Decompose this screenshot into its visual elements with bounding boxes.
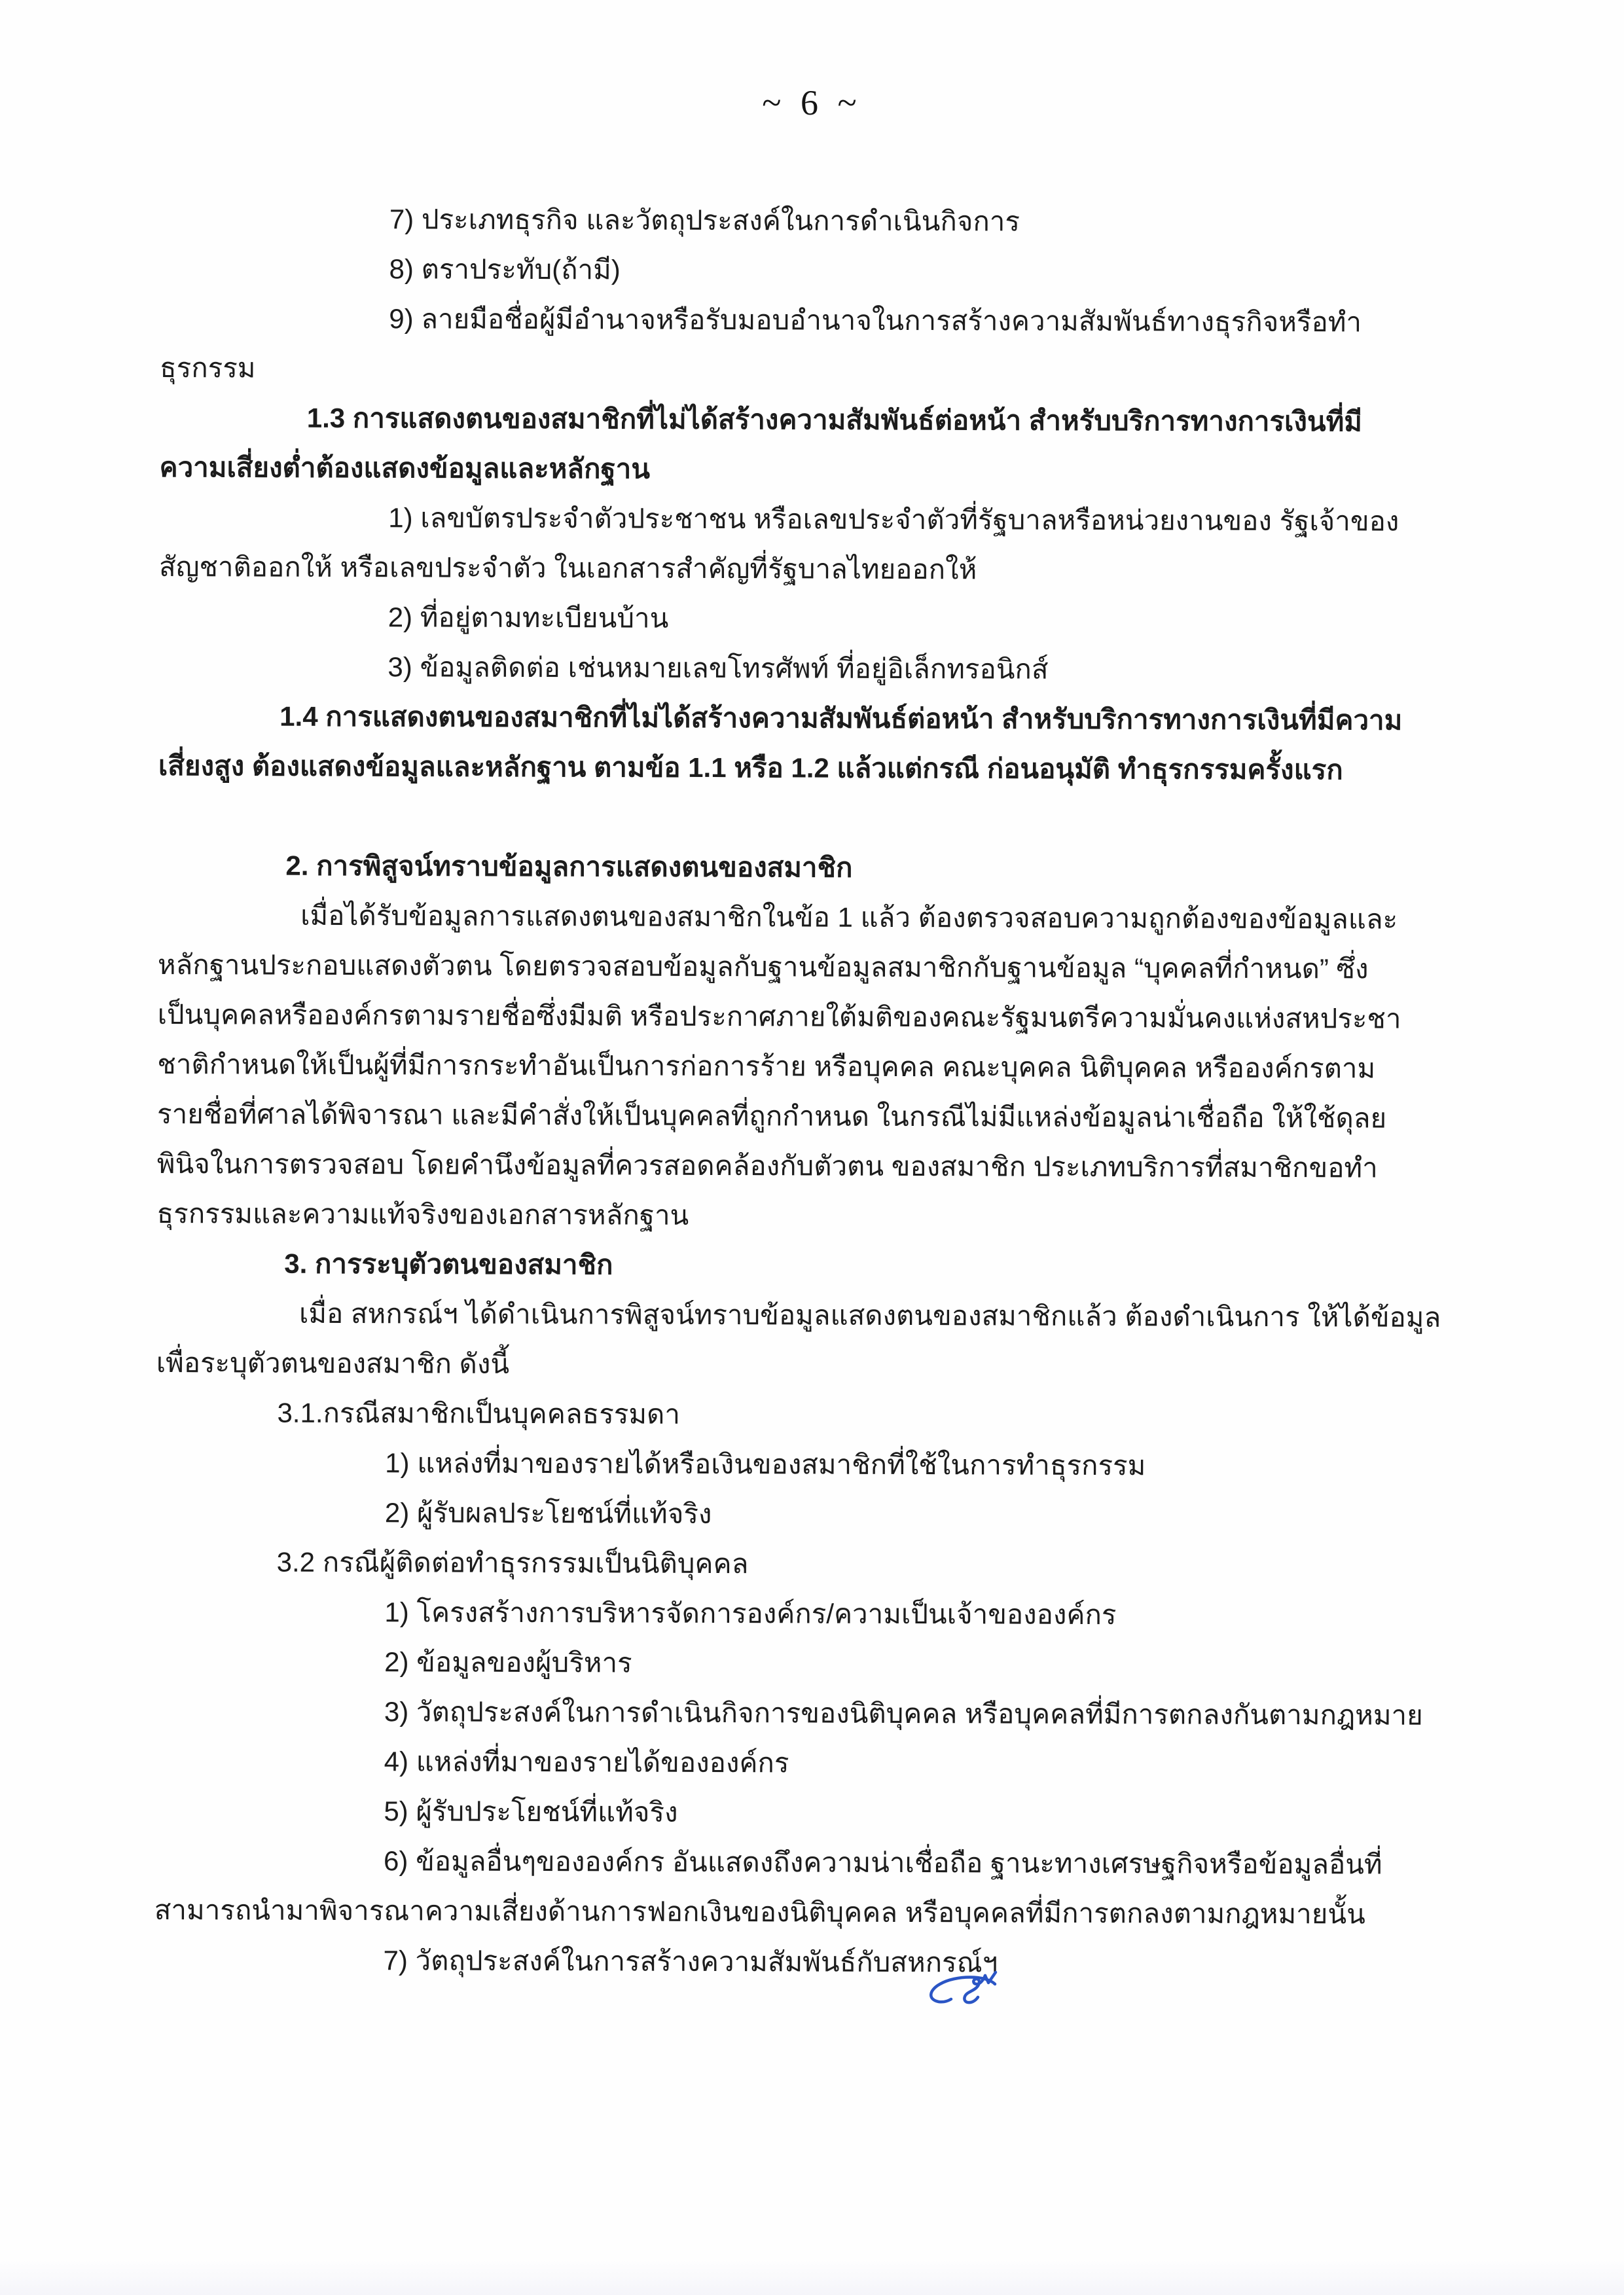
text-line: 4) แหล่งที่มาของรายได้ขององค์กร (384, 1746, 789, 1779)
text-line: 7) วัตถุประสงค์ในการสร้างความสัมพันธ์กับสหกรณ์ฯ (383, 1945, 998, 1978)
text-line: พินิจในการตรวจสอบ โดยคำนึงข้อมูลที่ควรสอดคล้องกับตัวตน ของสมาชิก ประเภทบริการที่สมาชิกขอทำ (156, 1148, 1378, 1184)
text-line: 3.1.กรณีสมาชิกเป็นบุคคลธรรมดา (277, 1397, 681, 1430)
text-line: 3) วัตถุประสงค์ในการดำเนินกิจการของนิติบุคคล หรือบุคคลที่มีการตกลงกันตามกฎหมาย (384, 1696, 1423, 1731)
text-line: 2) ผู้รับผลประโยชน์ที่แท้จริง (384, 1497, 712, 1529)
document-body (154, 194, 1467, 1989)
text-line: เมื่อ สหกรณ์ฯ ได้ดำเนินการพิสูจน์ทราบข้อมูลแสดงตนของสมาชิกแล้ว ต้องดำเนินการ ให้ได้ข้อมูล (298, 1297, 1441, 1333)
text-line: ความเสี่ยงต่ำต้องแสดงข้อมูลและหลักฐาน (159, 451, 651, 484)
text-line: 2) ที่อยู่ตามทะเบียนบ้าน (388, 602, 669, 634)
text-line: 2. การพิสูจน์ทราบข้อมูลการแสดงตนของสมาชิก (285, 850, 853, 883)
text-line: เมื่อได้รับข้อมูลการแสดงตนของสมาชิกในข้อ 1 แล้ว ต้องตรวจสอบความถูกต้องของข้อมูลและ (300, 899, 1398, 935)
text-line: 5) ผู้รับประโยชน์ที่แท้จริง (384, 1796, 678, 1828)
text-line: 1) เลขบัตรประจำตัวประชาชน หรือเลขประจำตัวที่รัฐบาลหรือหน่วยงานของ รัฐเจ้าของ (388, 502, 1399, 537)
text-line: หลักฐานประกอบแสดงตัวตน โดยตรวจสอบข้อมูลกับฐานข้อมูลสมาชิกกับฐานข้อมูล “บุคคลที่กำหนด” ซึ่ง (157, 949, 1369, 985)
text-line: 7) ประเภทธุรกิจ และวัตถุประสงค์ในการดำเนินกิจการ (389, 204, 1020, 237)
text-line: 3. การระบุตัวตนของสมาชิก (284, 1248, 613, 1280)
text-line: รายชื่อที่ศาลได้พิจารณา และมีคำสั่งให้เป็นบุคคลที่ถูกกำหนด ในกรณีไม่มีแหล่งข้อมูลน่าเชื่อถือ ให้ใช้ดุลย (157, 1098, 1387, 1134)
text-line: 1.4 การแสดงตนของสมาชิกที่ไม่ได้สร้างความสัมพันธ์ต่อหน้า สำหรับบริการทางการเงินที่มีความ (280, 700, 1403, 736)
scan-noise-artifact (0, 2259, 1624, 2295)
text-line: 1) แหล่งที่มาของรายได้หรือเงินของสมาชิกที่ใช้ในการทำธุรกรรม (385, 1447, 1146, 1481)
text-line: สามารถนำมาพิจารณาความเสี่ยงด้านการฟอกเงินของนิติบุคคล หรือบุคคลที่มีการตกลงตามกฎหมายนั้น (154, 1894, 1365, 1930)
text-line: เพื่อระบุตัวตนของสมาชิก ดังนี้ (156, 1346, 510, 1379)
text-line: เสี่ยงสูง ต้องแสดงข้อมูลและหลักฐาน ตามข้อ 1.1 หรือ 1.2 แล้วแต่กรณี ก่อนอนุมัติ ทำธุรกรรมครั้งแรก (158, 750, 1343, 786)
pen-squiggle-annotation (922, 1967, 1008, 2018)
text-line: ชาติกำหนดให้เป็นผู้ที่มีการกระทำอันเป็นการก่อการร้าย หรือบุคคล คณะบุคคล นิติบุคคล หรือองค์กรตาม (157, 1048, 1376, 1084)
text-line: 9) ลายมือชื่อผู้มีอำนาจหรือรับมอบอำนาจในการสร้างความสัมพันธ์ทางธุรกิจหรือทำ (389, 303, 1362, 338)
text-line: ธุรกรรม (159, 352, 256, 384)
text-line: ธุรกรรมและความแท้จริงของเอกสารหลักฐาน (156, 1197, 689, 1231)
text-line: 8) ตราประทับ(ถ้ามี) (389, 253, 621, 285)
text-line: 6) ข้อมูลอื่นๆขององค์กร อันแสดงถึงความน่าเชื่อถือ ฐานะทางเศรษฐกิจหรือข้อมูลอื่นที่ (384, 1845, 1382, 1880)
text-line: 3) ข้อมูลติดต่อ เช่นหมายเลขโทรศัพท์ ที่อยู่อิเล็กทรอนิกส์ (388, 651, 1049, 685)
text-line: 1.3 การแสดงตนของสมาชิกที่ไม่ได้สร้างความสัมพันธ์ต่อหน้า สำหรับบริการทางการเงินที่มี (306, 402, 1363, 437)
text-line: 2) ข้อมูลของผู้บริหาร (384, 1646, 632, 1678)
blank-line (158, 791, 1465, 845)
text-line: เป็นบุคคลหรือองค์กรตามรายชื่อซึ่งมีมติ หรือประกาศภายใต้มติของคณะรัฐมนตรีความมั่นคงแห่งสหประชา (157, 998, 1401, 1034)
page-number: ~ 6 ~ (762, 83, 862, 122)
text-line: 1) โครงสร้างการบริหารจัดการองค์กร/ความเป็นเจ้าขององค์กร (384, 1597, 1117, 1631)
text-line: สัญชาติออกให้ หรือเลขประจำตัว ในเอกสารสำคัญที่รัฐบาลไทยออกให้ (158, 551, 977, 585)
text-line: 3.2 กรณีผู้ติดต่อทำธุรกรรมเป็นนิติบุคคล (276, 1546, 749, 1580)
